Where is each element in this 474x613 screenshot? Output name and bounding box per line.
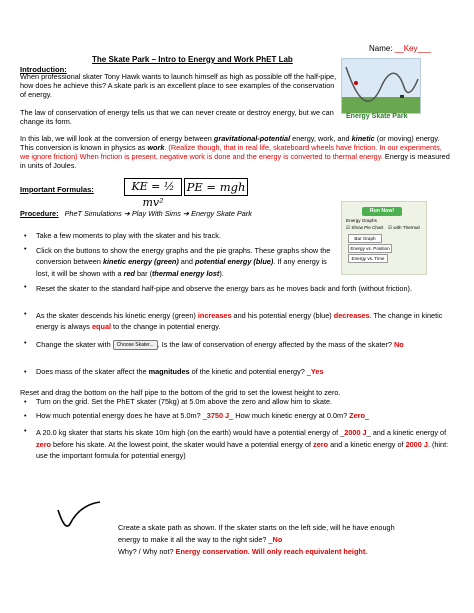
bar-graph-button[interactable]: Bar Graph <box>348 234 382 243</box>
name-label: Name: <box>369 44 393 53</box>
reset-instruction: Reset and drag the bottom on the half pipe to the bottom of the grid to set the lowest height to zero. <box>20 388 341 397</box>
bullet-dot: • <box>24 367 27 376</box>
intro-paragraph-3: In this lab, we will look at the conversion of energy between gravitational-potential energy, work, and kinetic (or moving) energy. This conversion is known in physics as work. (Realize though, that in real life, skateboard wheels have friction. In our experiments, we ignore friction) When friction is present, negative work is done and the energy is converted to thermal energy. Energy is measured in units of Joules. <box>20 134 450 170</box>
bullet-dot: • <box>24 309 27 318</box>
intro-paragraph-1: When professional skater Tony Hawk wants to launch himself as high as possible off the half-pipe, how does he achieve this? A skate park is an excellent place to see examples of the conservation of energy. <box>20 72 337 99</box>
bullet-c2: How much potential energy does he have at 5.0m? _3750 J_ How much kinetic energy at 0.0m? Zero_ <box>36 411 370 420</box>
page-title: The Skate Park – Intro to Energy and Work PhET Lab <box>92 55 293 64</box>
bullet-4: As the skater descends his kinetic energy (green) increases and his potential energy (blue) decreases. The change in kinetic energy is always equal to the change in potential energy. <box>36 311 443 332</box>
bullet-dot: • <box>24 231 27 240</box>
bullet-6: Does mass of the skater affect the magnitudes of the kinetic and potential energy? _Yes <box>36 367 324 376</box>
bullet-1: Take a few moments to play with the skater and his track. <box>36 231 221 240</box>
thermal-option[interactable]: ☑ with Thermal <box>388 225 420 230</box>
choose-skater-button[interactable]: Choose Skater... <box>113 340 158 350</box>
pe-formula: PE = mgh <box>184 178 248 196</box>
energy-vs-time-button[interactable]: Energy vs. Time <box>348 254 388 263</box>
skate-track-image <box>342 59 420 113</box>
intro-paragraph-2: The law of conservation of energy tells us that we can never create or destroy energy, but we can change its form. <box>20 108 334 126</box>
bullet-dot: • <box>24 244 27 253</box>
energy-graphs-panel <box>341 201 427 275</box>
procedure-line <box>20 210 252 219</box>
thumbnail-caption: Energy Skate Park <box>346 113 408 120</box>
bullet-c1: Turn on the grid. Set the PhET skater (75kg) at 5.0m above the zero and allow him to skate. <box>36 397 333 406</box>
panel-title: Energy Graphs <box>346 218 377 223</box>
procedure-path: PheT Simulations ➔ Play With Sims ➔ Energy Skate Park <box>64 209 252 218</box>
bullet-c3: A 20.0 kg skater that starts his skate 10m high (on the earth) would have a potential energy of _2000 J_ and a kinetic energy of zero before his skate. At the lowest point, the skater would have a potential energy of zero and a kinetic energy of 2000 J. (hint: use the important formula for potential energy) <box>36 428 449 461</box>
bullet-3: Reset the skater to the standard half-pipe and observe the energy bars as he moves back and forth (without friction). <box>36 284 412 293</box>
bullet-dot: • <box>24 411 27 420</box>
bullet-dot: • <box>24 397 27 406</box>
bullet-5: Change the skater with Choose Skater... . Is the law of conservation of energy affected by the mass of the skater? No <box>36 340 404 349</box>
path-question: Create a skate path as shown. If the skater starts on the left side, will he have enough energy to make it all the way to the right side? _No <box>118 523 395 544</box>
skate-park-thumbnail <box>341 58 421 114</box>
name-line <box>369 44 431 54</box>
path-why: Why? / Why not? Energy conservation. Will only reach equivalent height. <box>118 547 368 556</box>
run-now-button[interactable]: Run Now! <box>362 207 402 216</box>
energy-vs-position-button[interactable]: Energy vs. Position <box>348 244 392 253</box>
pie-chart-option[interactable]: ☑ Show Pie Chart <box>346 225 384 230</box>
bullet-dot: • <box>24 426 27 435</box>
ke-formula: KE = ½ mv² <box>124 178 182 196</box>
formulas-label: Important Formulas: <box>20 185 94 194</box>
bullet-dot: • <box>24 282 27 291</box>
name-value: __Key___ <box>394 44 431 53</box>
procedure-label: Procedure: <box>20 209 59 218</box>
bullet-dot: • <box>24 338 27 347</box>
intro-heading: Introduction: <box>20 65 67 74</box>
skate-path-sketch <box>54 500 104 536</box>
bullet-2: Click on the buttons to show the energy graphs and the pie graphs. These graphs show the conversion between kinetic energy (green) and potential energy (blue). If any energy is lost, it will be shown with a red bar (thermal energy lost). <box>36 246 331 278</box>
